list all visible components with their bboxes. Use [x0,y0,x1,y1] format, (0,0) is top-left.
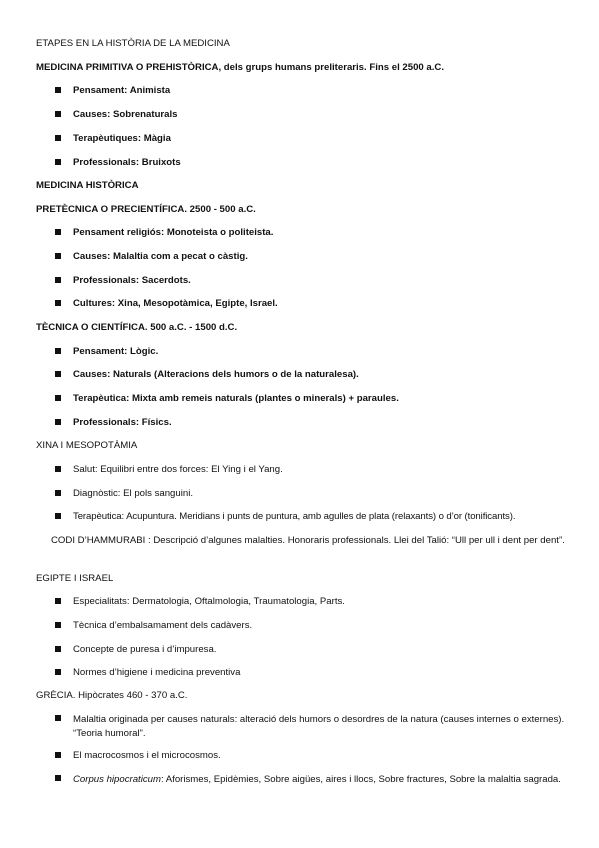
document-title: ETAPES EN LA HISTÒRIA DE LA MEDICINA [36,38,230,49]
corpus-title: Corpus hipocraticum [73,774,161,785]
bullet-square-icon [55,419,61,425]
bullet-square-icon [55,87,61,93]
bullet-square-icon [55,490,61,496]
bullet-square-icon [55,159,61,165]
bullet-square-icon [55,111,61,117]
corpus-description: : Aforismes, Epidèmies, Sobre aigües, aires i llocs, Sobre fractures, Sobre la malaltia sagrada. [160,774,561,785]
bullet-square-icon [55,348,61,354]
bullet-square-icon [55,775,61,781]
bullet-square-icon [55,646,61,652]
bullet-square-icon [55,229,61,235]
section-heading-tecnica: TÈCNICA O CIENTÍFICA. 500 a.C. - 1500 d.C. [36,322,238,333]
bullet-square-icon [55,277,61,283]
section-heading-pretecnica: PRETÈCNICA O PRECIENTÍFICA. 2500 - 500 a.C. [36,204,256,215]
bullet-square-icon [55,300,61,306]
section-heading-grecia: GRÈCIA. Hipòcrates 460 - 370 a.C. [36,690,188,701]
bullet-square-icon [55,135,61,141]
bullet-square-icon [55,253,61,259]
section-heading-primitiva: MEDICINA PRIMITIVA O PREHISTÒRICA, dels grups humans preliteraris. Fins el 2500 a.C. [36,62,445,73]
section-heading-historica: MEDICINA HISTÒRICA [36,180,139,191]
bullet-square-icon [55,669,61,675]
bullet-square-icon [55,466,61,472]
bullet-square-icon [55,513,61,519]
section-heading-egipte: EGIPTE I ISRAEL [36,573,114,584]
document-page: ETAPES EN LA HISTÒRIA DE LA MEDICINA MEDICINA PRIMITIVA O PREHISTÒRICA, dels grups humans preliteraris. Fins el 2500 a.C. Pensament: Animista Causes: Sobrenaturals Terapèutiques: Màgia Professionals: Bruixots MEDICINA HISTÒRICA PRETÈCNICA O PRECIENTÍFICA. 2500 - 500 a.C. Pensament religiós: Monoteista o politeista. Causes: Malaltia com a pecat o càstig. Professionals: Sacerdots. Cultures: Xina, Mesopotàmica, Egipte, Israel. TÈCNICA O CIENTÍFICA. 500 a.C. - 1500 d.C. Pensament: Lògic. Causes: Naturals (Alteracions dels humors o de la naturalesa). Terapèutica: Mixta amb remeis naturals (plantes o minerals) + paraules. Professionals: Físics. XINA I MESOPOTÀMIA Salut: Equilibri entre dos forces: El Ying i el Yang. Diagnòstic: El pols sanguini. Terapèutica: Acupuntura. Meridians i punts de puntura, amb agulles de plata (relaxants) o d’or (tonificants). CODI D’HAMMURABI : Descripció d’algunes malalties. Honoraris professionals. Llei del Talió: “Ull per ull i dent per dent”. EGIPTE I ISRAEL Especialitats: Dermatologia, Oftalmologia, Traumatologia, Parts. Tècnica d’embalsamament dels cadàvers. Concepte de puresa i d’impuresa. Normes d’higiene i medicina preventiva GRÈCIA. Hipòcrates 460 - 370 a.C. Malaltia originada per causes naturals: alteració dels humors o desordres de la natura (causes internes o externes). “Teoria humoral”. El macrocosmos i el microcosmos. Corpus hipocraticum: Aforismes, Epidèmies, Sobre aigües, aires i llocs, Sobre fractures, Sobre la malaltia sagrada. [0,0,599,848]
bullet-square-icon [55,715,61,721]
bullet-square-icon [55,752,61,758]
section-heading-xina: XINA I MESOPOTÀMIA [36,440,138,451]
hammurabi-paragraph: CODI D’HAMMURABI : Descripció d’algunes malalties. Honoraris professionals. Llei del Talió: “Ull per ull i dent per dent”. [51,535,565,546]
bullet-square-icon [55,598,61,604]
bullet-square-icon [55,622,61,628]
bullet-square-icon [55,371,61,377]
bullet-square-icon [55,395,61,401]
